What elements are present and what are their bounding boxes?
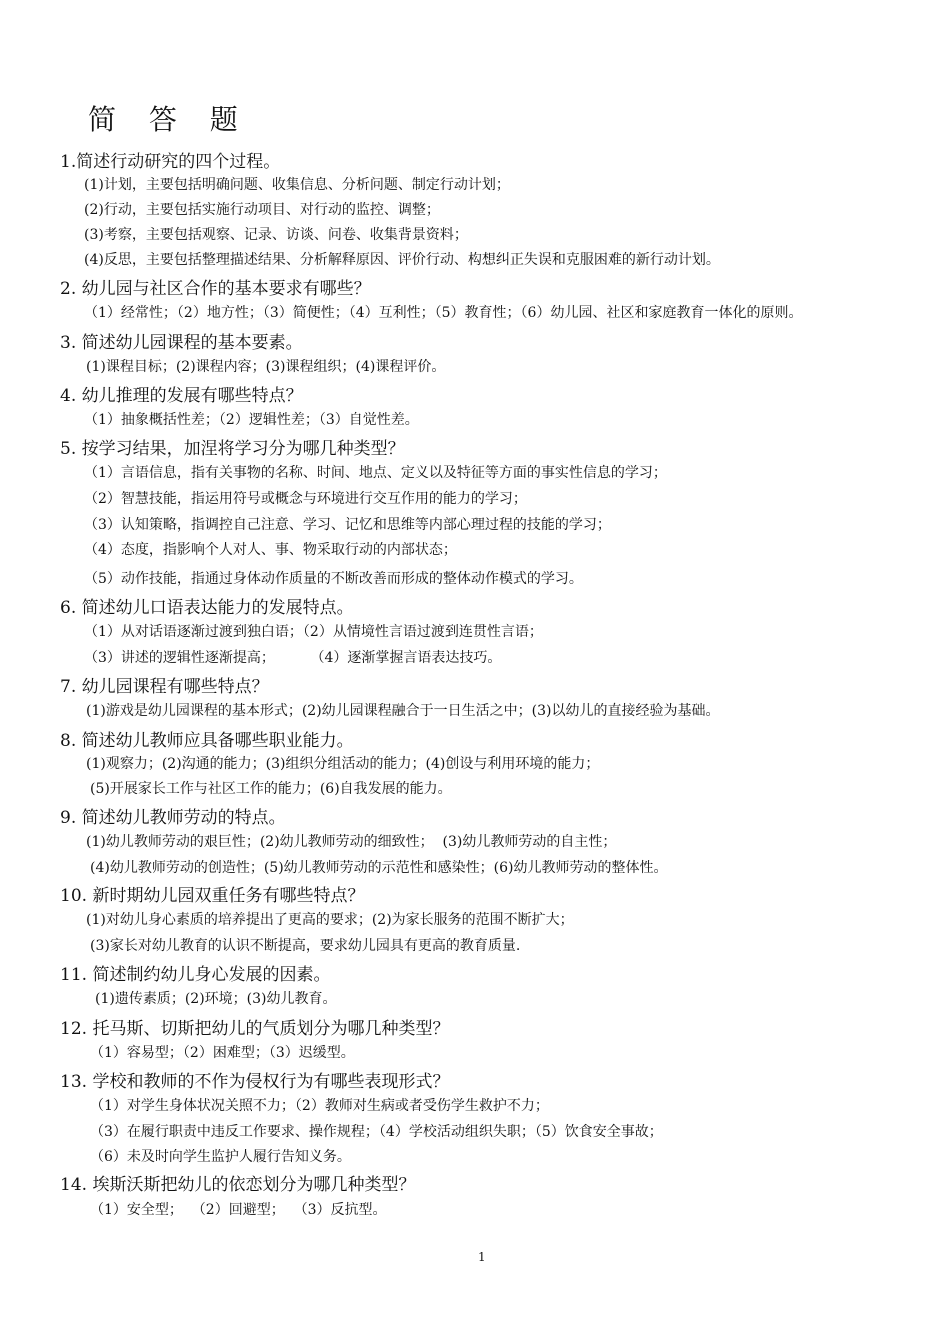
answer-line: (3)考察，主要包括观察、记录、访谈、问卷、收集背景资料；	[84, 227, 468, 243]
question-11: 11. 简述制约幼儿身心发展的因素。	[60, 965, 331, 985]
answer-line: （3）讲述的逻辑性逐渐提高； （4）逐渐掌握言语表达技巧。	[84, 650, 502, 666]
question-12: 12. 托马斯、切斯把幼儿的气质划分为哪几种类型？	[60, 1019, 450, 1039]
answer-line: （1）从对话语逐渐过渡到独白语；（2）从情境性言语过渡到连贯性言语；	[84, 624, 543, 640]
question-7: 7. 幼儿园课程有哪些特点？	[60, 677, 269, 697]
question-10: 10. 新时期幼儿园双重任务有哪些特点？	[60, 886, 365, 906]
answer-line: （1）容易型；（2）困难型；（3）迟缓型。	[90, 1045, 355, 1061]
question-5: 5. 按学习结果，加涅将学习分为哪几种类型？	[60, 439, 405, 459]
answer-line: （6）未及时向学生监护人履行告知义务。	[90, 1149, 351, 1165]
page-title: 简 答 题	[88, 103, 250, 136]
answer-line: (1)幼儿教师劳动的艰巨性；(2)幼儿教师劳动的细致性； (3)幼儿教师劳动的自主性；	[86, 834, 617, 850]
question-2: 2. 幼儿园与社区合作的基本要求有哪些？	[60, 279, 371, 299]
answer-line: （1）对学生身体状况关照不力；（2）教师对生病或者受伤学生救护不力；	[90, 1098, 549, 1114]
answer-line: (1)计划，主要包括明确问题、收集信息、分析问题、制定行动计划；	[84, 177, 510, 193]
answer-line: (2)行动，主要包括实施行动项目、对行动的监控、调整；	[84, 202, 440, 218]
answer-line: （1）抽象概括性差；（2）逻辑性差；（3）自觉性差。	[84, 412, 419, 428]
answer-line: (1)游戏是幼儿园课程的基本形式；(2)幼儿园课程融合于一日生活之中；(3)以幼儿的直接经验为基础。	[86, 703, 720, 719]
question-13: 13. 学校和教师的不作为侵权行为有哪些表现形式？	[60, 1072, 450, 1092]
answer-line: （1）经常性；（2）地方性；（3）简便性；（4）互利性；（5）教育性；（6）幼儿园、社区和家庭教育一体化的原则。	[84, 305, 803, 321]
question-1: 1.简述行动研究的四个过程。	[60, 152, 281, 172]
answer-line: （2）智慧技能，指运用符号或概念与环境进行交互作用的能力的学习；	[84, 491, 527, 507]
question-6: 6. 简述幼儿口语表达能力的发展特点。	[60, 598, 354, 618]
answer-line: (1)对幼儿身心素质的培养提出了更高的要求；(2)为家长服务的范围不断扩大；	[86, 912, 574, 928]
answer-line: （1）安全型； （2）回避型； （3）反抗型。	[90, 1202, 387, 1218]
question-4: 4. 幼儿推理的发展有哪些特点？	[60, 386, 303, 406]
question-8: 8. 简述幼儿教师应具备哪些职业能力。	[60, 731, 354, 751]
question-3: 3. 简述幼儿园课程的基本要素。	[60, 333, 303, 353]
answer-line: （1）言语信息，指有关事物的名称、时间、地点、定义以及特征等方面的事实性信息的学习；	[84, 465, 667, 481]
answer-line: (1)遗传素质；(2)环境；(3)幼儿教育。	[95, 991, 337, 1007]
answer-line: (4)幼儿教师劳动的创造性；(5)幼儿教师劳动的示范性和感染性；(6)幼儿教师劳动的整体性。	[90, 860, 668, 876]
answer-line: (5)开展家长工作与社区工作的能力；(6)自我发展的能力。	[90, 781, 452, 797]
question-9: 9. 简述幼儿教师劳动的特点。	[60, 808, 286, 828]
answer-line: (4)反思，主要包括整理描述结果、分析解释原因、评价行动、构想纠正失误和克服困难的新行动计划。	[84, 252, 720, 268]
answer-line: (1)课程目标；(2)课程内容；(3)课程组织；(4)课程评价。	[86, 359, 446, 375]
answer-line: （4）态度，指影响个人对人、事、物采取行动的内部状态；	[84, 542, 457, 558]
answer-line: （3）认知策略，指调控自己注意、学习、记忆和思维等内部心理过程的技能的学习；	[84, 517, 611, 533]
answer-line: (1)观察力；(2)沟通的能力；(3)组织分组活动的能力；(4)创设与利用环境的能力；	[86, 756, 600, 772]
answer-line: （3）在履行职责中违反工作要求、操作规程；（4）学校活动组织失职；（5）饮食安全事故；	[90, 1124, 663, 1140]
answer-line: （5）动作技能，指通过身体动作质量的不断改善而形成的整体动作模式的学习。	[84, 571, 583, 587]
page-number: 1	[478, 1250, 486, 1264]
question-14: 14. 埃斯沃斯把幼儿的依恋划分为哪几种类型？	[60, 1175, 416, 1195]
answer-line: (3)家长对幼儿教育的认识不断提高，要求幼儿园具有更高的教育质量.	[90, 938, 521, 954]
